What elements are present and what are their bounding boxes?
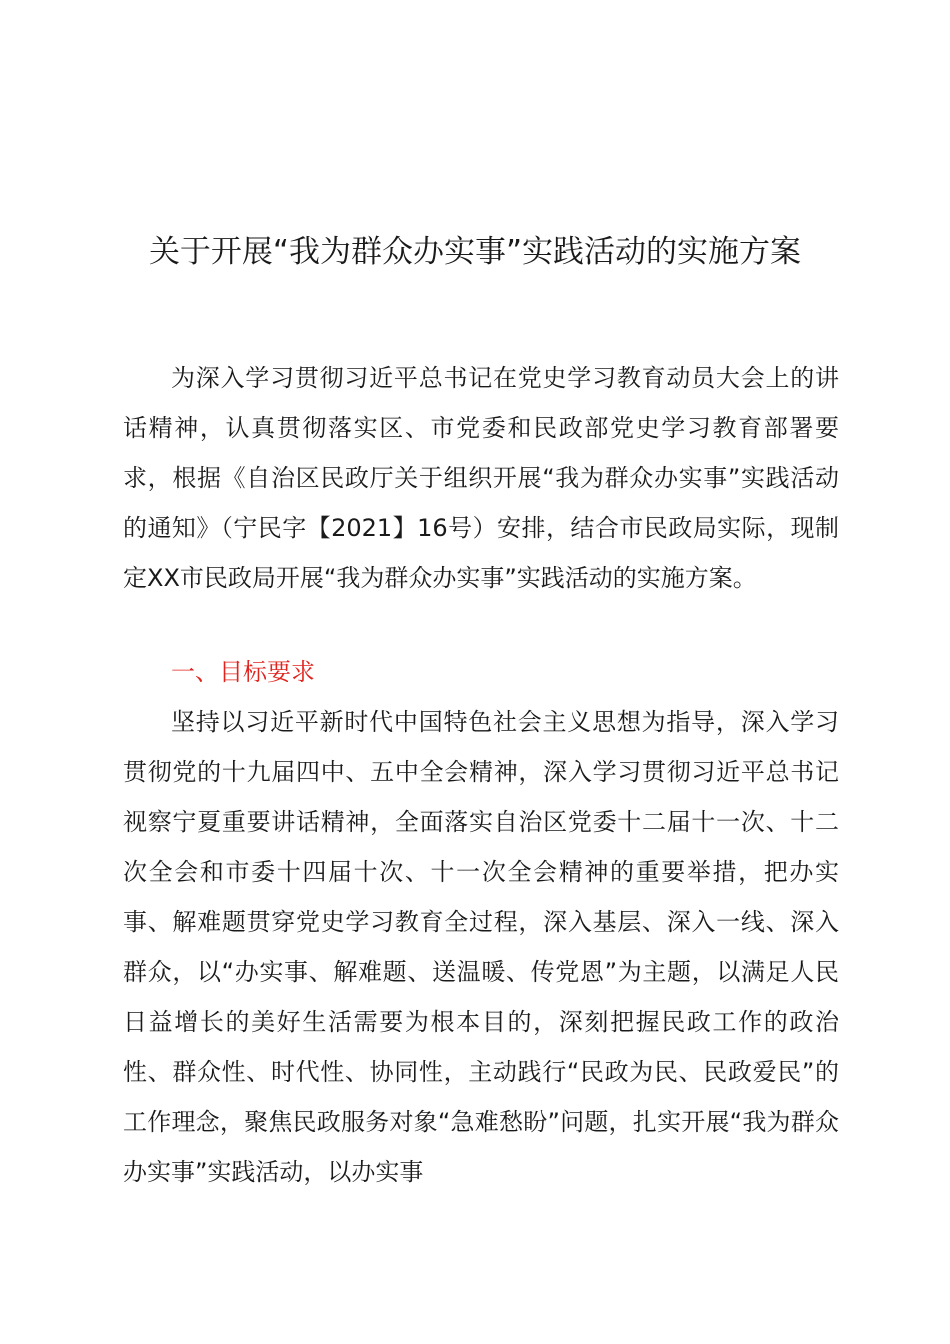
section-heading-goals: 一、目标要求 (171, 658, 315, 686)
section-paragraph-goals: 坚持以习近平新时代中国特色社会主义思想为指导，深入学习贯彻党的十九届四中、五中全会精神，深入学习贯彻习近平总书记视察宁夏重要讲话精神，全面落实自治区党委十二届十一次、十二次全会和市委十四届十次、十一次全会精神的重要举措，把办实事、解难题贯穿党史学习教育全过程，深入基层、深入一线、深入群众，以“办实事、解难题、送温暖、传党恩”为主题，以满足人民日益增长的美好生活需要为根本目的，深刻把握民政工作的政治性、群众性、时代性、协同性，主动践行“民政为民、民政爱民”的工作理念，聚焦民政服务对象“急难愁盼”问题，扎实开展“我为群众办实事”实践活动，以办实事 (123, 708, 839, 1186)
intro-paragraph: 为深入学习贯彻习近平总书记在党史学习教育动员大会上的讲话精神，认真贯彻落实区、市党委和民政部党史学习教育部署要求，根据《自治区民政厅关于组织开展“我为群众办实事”实践活动的通知》（宁民字【2021】16号）安排，结合市民政局实际，现制定XX市民政局开展“我为群众办实事”实践活动的实施方案。 (123, 364, 839, 592)
document-title: 关于开展“我为群众办实事”实践活动的实施方案 (148, 234, 802, 270)
